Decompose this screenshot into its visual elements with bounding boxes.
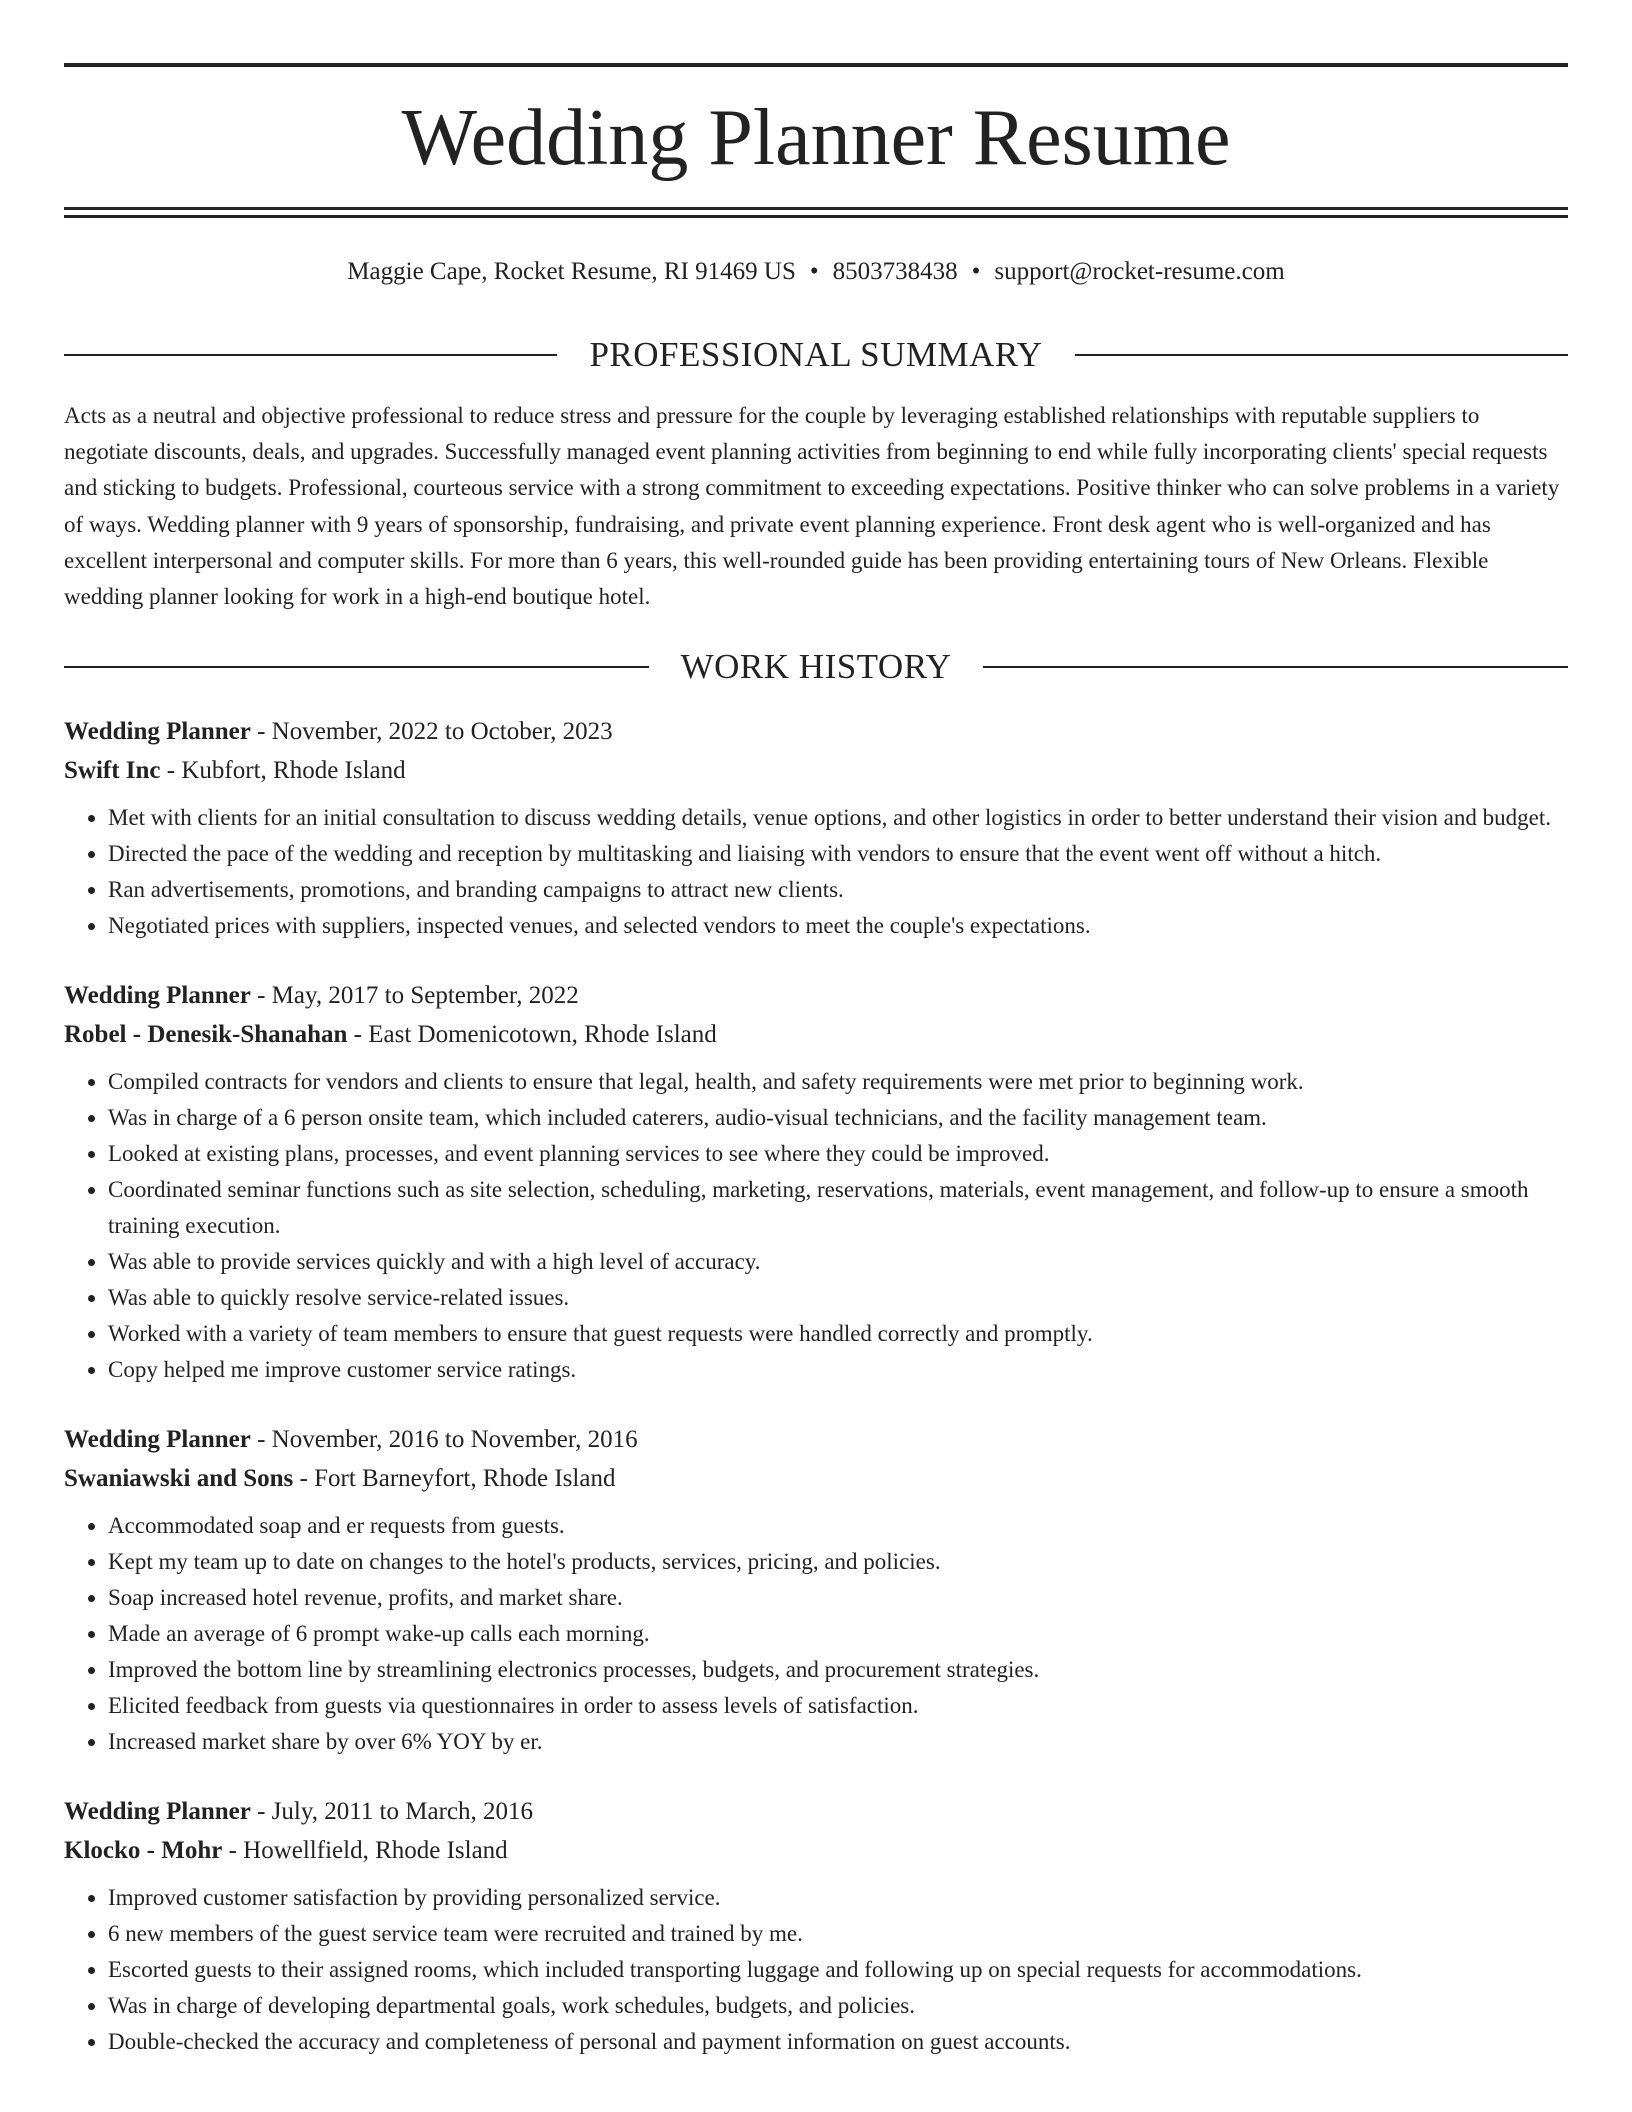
job-location: - Fort Barneyfort, Rhode Island [293,1465,616,1492]
job-bullet: • Ran advertisements, promotions, and branding campaigns to attract new clients. [108,872,1568,908]
job-bullet: • Directed the pace of the wedding and reception by multitasking and liaising with vendors to ensure that the event went off without a hitch. [108,836,1568,872]
contact-line [64,252,1568,292]
job-bullet: • Met with clients for an initial consultation to discuss wedding details, venue options, and other logistics in order to better understand their vision and budget. [108,800,1568,836]
job-entry [64,1792,1568,2060]
heading-rule-left [64,354,557,356]
job-bullet: • Double-checked the accuracy and completeness of personal and payment information on guest accounts. [108,2024,1568,2060]
job-bullet: • Was able to provide services quickly and with a high level of accuracy. [108,1244,1568,1280]
job-company-line [64,1459,1568,1498]
section-heading-label: PROFESSIONAL SUMMARY [589,335,1043,374]
job-company-line [64,1831,1568,1870]
job-bullet-list [64,1064,1568,1388]
work-history-list [64,712,1568,2092]
job-bullet-list [64,800,1568,944]
job-title-line [64,976,1568,1015]
job-location: - Kubfort, Rhode Island [160,757,406,784]
job-location: - East Domenicotown, Rhode Island [347,1021,717,1048]
section-heading-label: WORK HISTORY [680,647,952,686]
job-title: Wedding Planner [64,982,251,1009]
contact-address: Maggie Cape, Rocket Resume, RI 91469 US [347,258,796,285]
job-bullet: • Compiled contracts for vendors and clients to ensure that legal, health, and safety requirements were met prior to beginning work. [108,1064,1568,1100]
job-bullet: • Soap increased hotel revenue, profits, and market share. [108,1580,1568,1616]
job-bullet: • Increased market share by over 6% YOY by er. [108,1724,1568,1760]
heading-rule-left [64,666,649,668]
job-bullet: • Coordinated seminar functions such as site selection, scheduling, marketing, reservations, materials, event management, and follow-up to ensure a smooth training execution. [108,1172,1568,1244]
job-bullet: • 6 new members of the guest service team were recruited and trained by me. [108,1916,1568,1952]
job-dates: - November, 2022 to October, 2023 [250,718,613,745]
title-rule-lower [64,215,1568,218]
contact-separator: • [971,258,981,285]
contact-email: support@rocket-resume.com [994,258,1285,285]
contact-separator: • [809,258,819,285]
heading-rule-right [1075,354,1568,356]
job-company: Swift Inc [64,757,161,784]
job-bullet: • Made an average of 6 prompt wake-up calls each morning. [108,1616,1568,1652]
job-bullet: • Improved customer satisfaction by providing personalized service. [108,1880,1568,1916]
job-bullet: • Escorted guests to their assigned rooms, which included transporting luggage and following up on special requests for accommodations. [108,1952,1568,1988]
job-entry [64,1420,1568,1760]
job-company-line [64,1015,1568,1054]
job-dates: - November, 2016 to November, 2016 [250,1426,638,1453]
job-bullet: • Improved the bottom line by streamlining electronics processes, budgets, and procurement strategies. [108,1652,1568,1688]
job-company-line [64,751,1568,790]
job-company: Swaniawski and Sons [64,1465,294,1492]
job-bullet: • Was in charge of a 6 person onsite team, which included caterers, audio-visual technicians, and the facility management team. [108,1100,1568,1136]
job-title-line [64,1420,1568,1459]
job-company: Robel - Denesik-Shanahan [64,1021,348,1048]
job-bullet: • Was in charge of developing departmental goals, work schedules, budgets, and policies. [108,1988,1568,2024]
job-dates: - July, 2011 to March, 2016 [250,1798,533,1825]
job-title: Wedding Planner [64,1426,251,1453]
title-rule-upper [64,207,1568,210]
job-entry [64,976,1568,1388]
job-bullet: • Worked with a variety of team members to ensure that guest requests were handled correctly and promptly. [108,1316,1568,1352]
job-bullet-list [64,1508,1568,1760]
job-title-line [64,1792,1568,1831]
job-location: - Howellfield, Rhode Island [222,1837,508,1864]
section-heading-summary [64,333,1568,377]
top-rule [64,63,1568,67]
job-bullet: • Was able to quickly resolve service-related issues. [108,1280,1568,1316]
job-bullet: • Accommodated soap and er requests from guests. [108,1508,1568,1544]
job-dates: - May, 2017 to September, 2022 [250,982,579,1009]
job-bullet: • Copy helped me improve customer service ratings. [108,1352,1568,1388]
heading-rule-right [983,666,1568,668]
job-bullet-list [64,1880,1568,2060]
job-title: Wedding Planner [64,1798,251,1825]
job-title: Wedding Planner [64,718,251,745]
job-bullet: • Elicited feedback from guests via questionnaires in order to assess levels of satisfaction. [108,1688,1568,1724]
job-bullet: • Kept my team up to date on changes to the hotel's products, services, pricing, and policies. [108,1544,1568,1580]
contact-phone: 8503738438 [832,258,958,285]
job-entry [64,712,1568,944]
job-title-line [64,712,1568,751]
job-bullet: • Looked at existing plans, processes, and event planning services to see where they could be improved. [108,1136,1568,1172]
section-heading-work [64,645,1568,689]
job-company: Klocko - Mohr [64,1837,223,1864]
job-bullet: • Negotiated prices with suppliers, inspected venues, and selected vendors to meet the couple's expectations. [108,908,1568,944]
page-title: Wedding Planner Resume [401,94,1231,182]
professional-summary: Acts as a neutral and objective professional to reduce stress and pressure for the couple by leveraging established relationships with reputable suppliers to negotiate discounts, deals, and upgrades. Successfully managed event planning activities from beginning to end while fully incorporating clients' special requests and sticking to budgets. Professional, courteous service with a strong commitment to exceeding expectations. Positive thinker who can solve problems in a variety of ways. Wedding planner with 9 years of sponsorship, fundraising, and private event planning experience. Front desk agent who is well-organized and has excellent interpersonal and computer skills. For more than 6 years, this well-rounded guide has been providing entertaining tours of New Orleans. Flexible wedding planner looking for work in a high-end boutique hotel. [64,403,1560,610]
